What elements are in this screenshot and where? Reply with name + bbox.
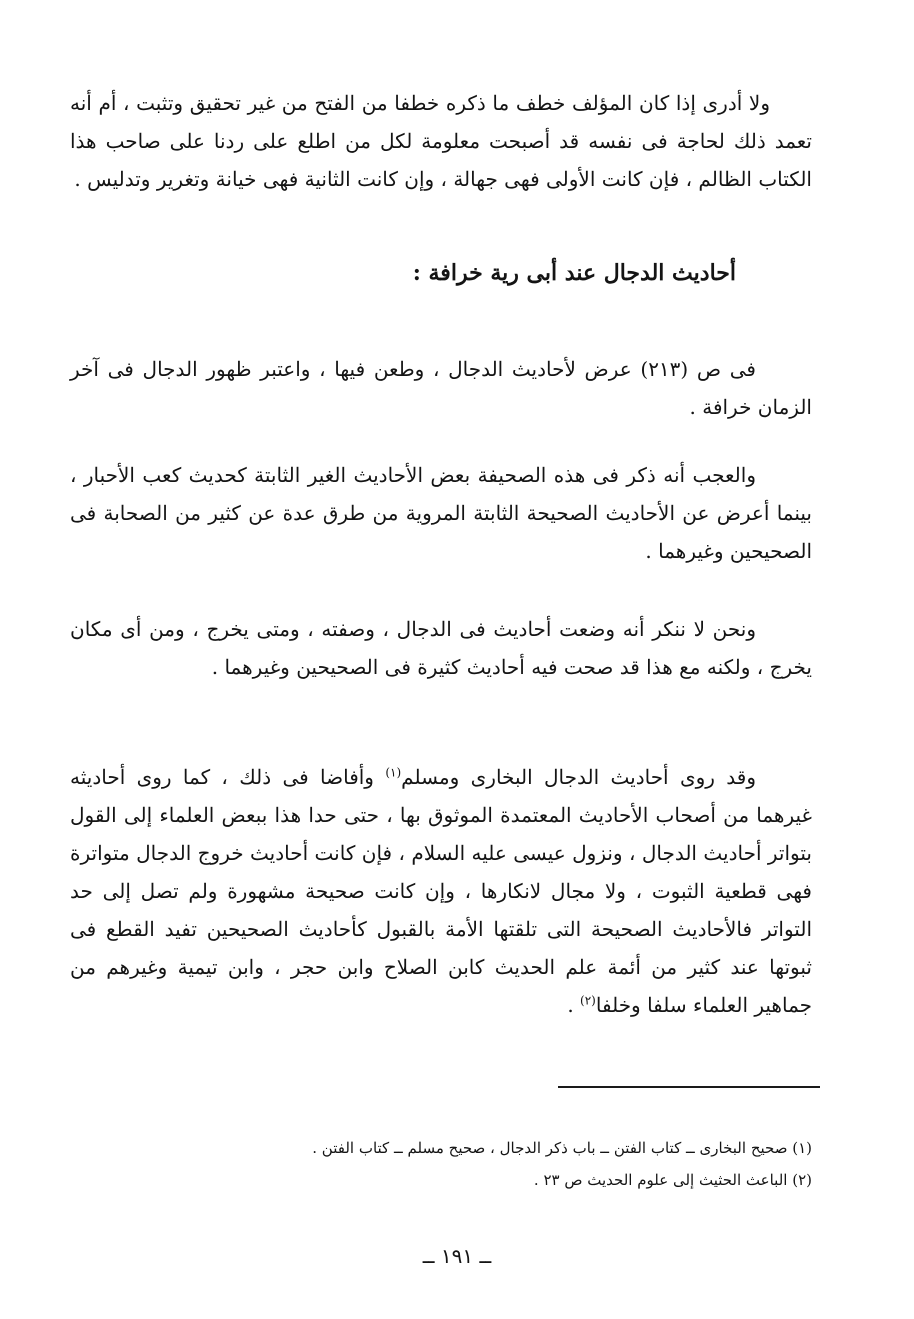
footnote-divider [558,1086,820,1088]
footnote-ref-2: (٢) [580,993,596,1008]
paragraph-narrations-part3: . [567,993,581,1017]
paragraph-narrations-part1: وقد روى أحاديث الدجال البخارى ومسلم [401,765,756,789]
footnote-2: (٢) الباعث الحثيث إلى علوم الحديث ص ٢٣ . [533,1171,812,1189]
footnote-1: (١) صحيح البخارى ــ كتاب الفتن ــ باب ذكر الدجال ، صحيح مسلم ــ كتاب الفتن . [312,1139,812,1157]
paragraph-intro: ولا أدرى إذا كان المؤلف خطف ما ذكره خطفا من الفتح من غير تحقيق وتثبت ، أم أنه تعمد ذلك لحاجة فى نفسه قد أصبحت معلومة لكل من اطلع على ردنا على صاحب هذا الكتاب الظالم ، فإن كانت الأولى فهى جهالة ، وإن كانت الثانية فهى خيانة وتغرير وتدليس . [70,91,812,191]
section-heading: أحاديث الدجال عند أبى رية خرافة : [412,260,736,286]
footnotes [70,1132,812,1196]
paragraph-wonder: والعجب أنه ذكر فى هذه الصحيفة بعض الأحاديث الغير الثابتة كحديث كعب الأحبار ، بينما أعرض عن الأحاديث الصحيحة الثابتة المروية من طرق عدة عن كثير من الصحابة فى الصحيحين وغيرهما . [70,463,812,563]
paragraph-narrations [70,758,812,1024]
paragraph-narrations-part2: وأفاضا فى ذلك ، كما روى أحاديثه غيرهما من أصحاب الأحاديث المعتمدة الموثوق بها ، حتى حدا هذا ببعض العلماء إلى القول بتواتر أحاديث الدجال ، ونزول عيسى عليه السلام ، فإن كانت أحاديث خروج الدجال متواترة فهى قطعية الثبوت ، ولا مجال لانكارها ، وإن كانت صحيحة مشهورة ولم تصل إلى حد التواتر فالأحاديث الصحيحة التى تلقتها الأمة بالقبول كأحاديث الصحيحين تفيد القطع فى ثبوتها عند كثير من أئمة علم الحديث كابن الصلاح وابن حجر ، وابن تيمية وغيرهم من جماهير العلماء سلفا وخلفا [70,765,812,1017]
page-number: ــ ١٩١ ــ [422,1244,492,1268]
paragraph-denial: ونحن لا ننكر أنه وضعت أحاديث فى الدجال ، وصفته ، ومتى يخرج ، ومن أى مكان يخرج ، ولكنه مع هذا قد صحت فيه أحاديث كثيرة فى الصحيحين وغيرهما . [70,617,812,679]
paragraph-page-reference: فى ص (٢١٣) عرض لأحاديث الدجال ، وطعن فيها ، واعتبر ظهور الدجال فى آخر الزمان خرافة . [70,357,812,419]
footnote-ref-1: (١) [385,765,402,780]
